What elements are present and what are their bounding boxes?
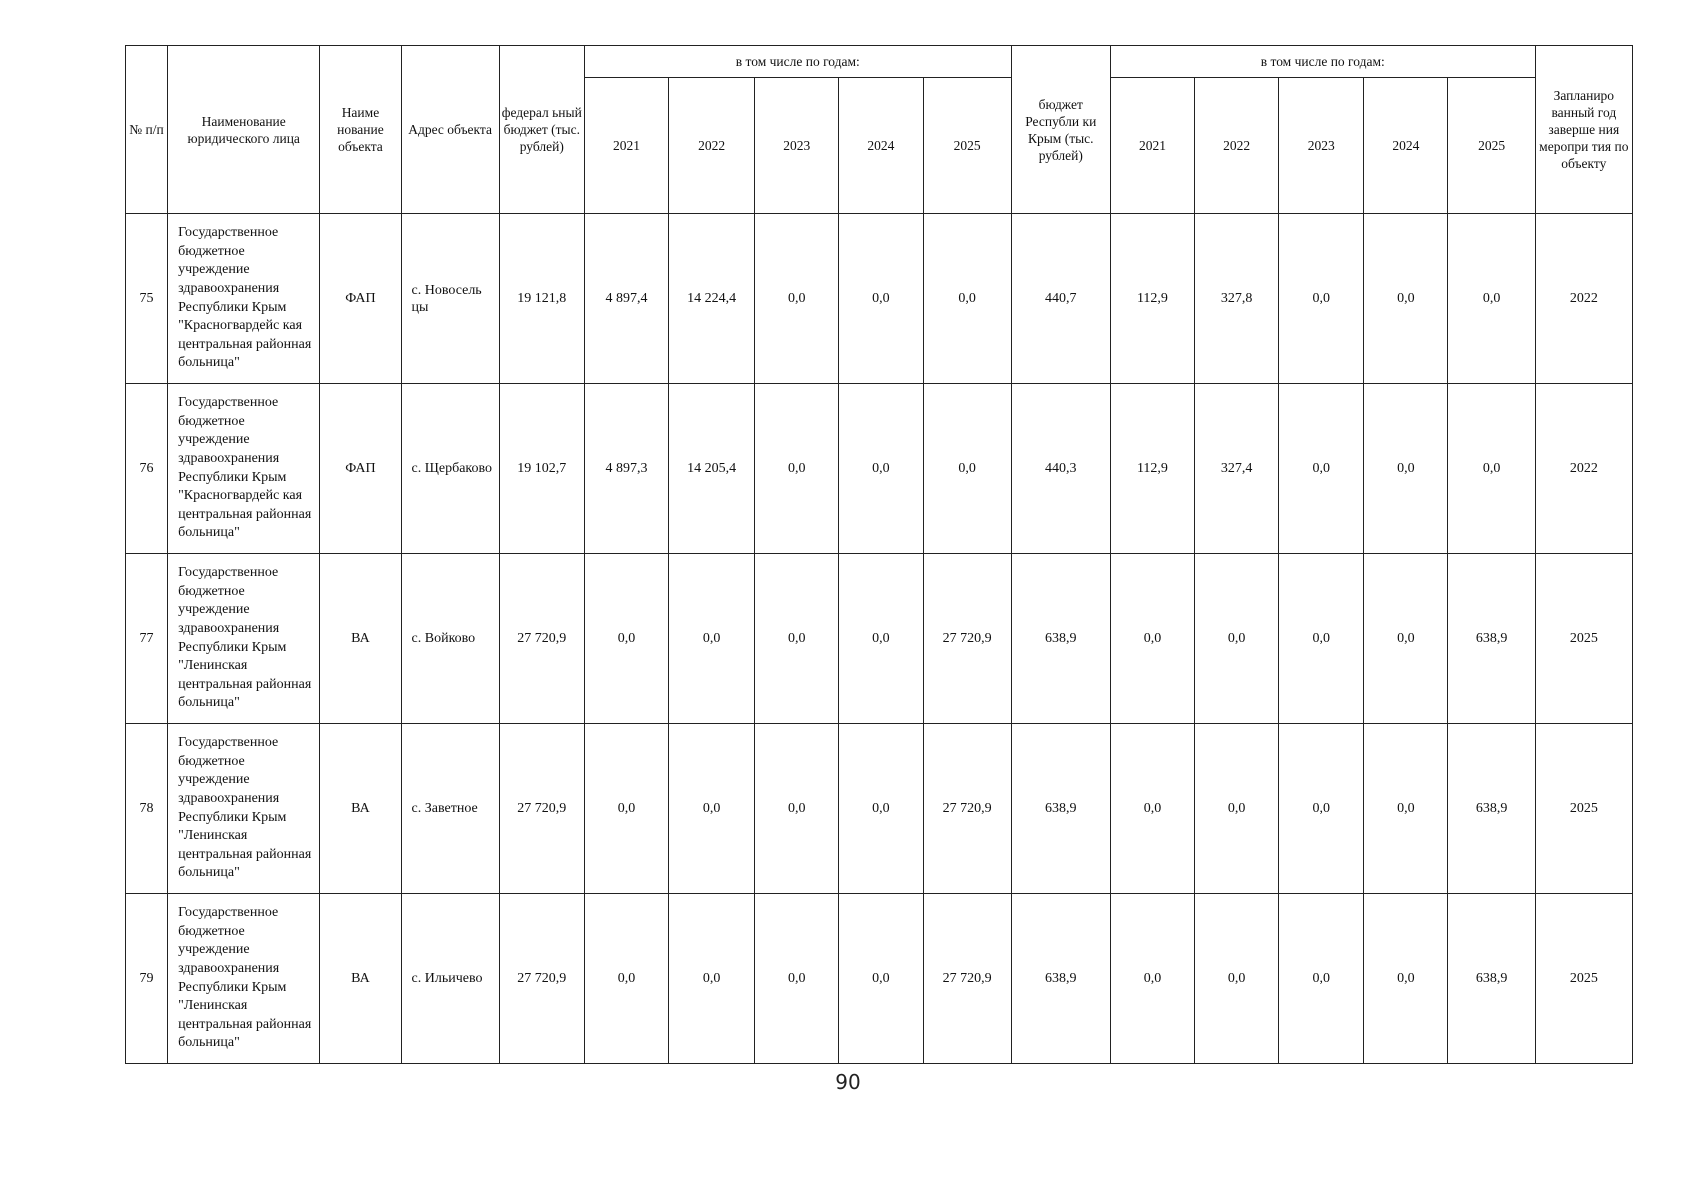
cell-crimea: 440,3 [1011, 384, 1110, 554]
header-year-crimea-2023: 2023 [1279, 78, 1364, 214]
cell-crimea-2024: 0,0 [1364, 384, 1448, 554]
cell-federal-2024: 0,0 [839, 214, 923, 384]
cell-address: с. Ильичево [401, 894, 499, 1064]
header-address: Адрес объекта [401, 46, 499, 214]
cell-crimea-2023: 0,0 [1279, 554, 1364, 724]
header-years-group-federal: в том числе по годам: [584, 46, 1011, 78]
header-federal: федерал ьный бюджет (тыс. рублей) [499, 46, 584, 214]
cell-federal-2023: 0,0 [755, 724, 839, 894]
cell-federal-2021: 0,0 [584, 894, 668, 1064]
cell-num: 77 [126, 554, 168, 724]
header-year-crimea-2022: 2022 [1195, 78, 1279, 214]
cell-object: ФАП [320, 214, 401, 384]
cell-federal-2021: 0,0 [584, 724, 668, 894]
cell-federal-2023: 0,0 [755, 894, 839, 1064]
cell-federal-2023: 0,0 [755, 554, 839, 724]
header-year-crimea-2024: 2024 [1364, 78, 1448, 214]
cell-crimea-2024: 0,0 [1364, 724, 1448, 894]
cell-crimea-2021: 0,0 [1110, 724, 1194, 894]
cell-crimea: 638,9 [1011, 554, 1110, 724]
cell-crimea-2021: 112,9 [1110, 214, 1194, 384]
cell-federal: 19 102,7 [499, 384, 584, 554]
cell-num: 76 [126, 384, 168, 554]
cell-crimea-2021: 0,0 [1110, 894, 1194, 1064]
cell-federal-2022: 0,0 [669, 894, 755, 1064]
cell-org: Государственное бюджетное учреждение здравоохранения Республики Крым "Красногвардейс кая центральная районная больница" [168, 214, 320, 384]
table-row [126, 554, 1633, 724]
cell-federal-2024: 0,0 [839, 384, 923, 554]
cell-federal: 27 720,9 [499, 724, 584, 894]
cell-org: Государственное бюджетное учреждение здравоохранения Республики Крым "Красногвардейс кая центральная районная больница" [168, 384, 320, 554]
cell-federal-2022: 14 205,4 [669, 384, 755, 554]
cell-federal-2023: 0,0 [755, 214, 839, 384]
cell-crimea-2021: 112,9 [1110, 384, 1194, 554]
cell-crimea: 440,7 [1011, 214, 1110, 384]
cell-crimea-2025: 0,0 [1448, 384, 1535, 554]
cell-federal-2022: 0,0 [669, 724, 755, 894]
cell-planned: 2025 [1535, 894, 1632, 1064]
cell-planned: 2022 [1535, 384, 1632, 554]
cell-address: с. Заветное [401, 724, 499, 894]
cell-federal: 27 720,9 [499, 554, 584, 724]
header-num: № п/п [126, 46, 168, 214]
cell-crimea-2022: 327,8 [1195, 214, 1279, 384]
cell-crimea: 638,9 [1011, 724, 1110, 894]
cell-crimea-2025: 0,0 [1448, 214, 1535, 384]
cell-num: 75 [126, 214, 168, 384]
cell-federal-2021: 0,0 [584, 554, 668, 724]
cell-num: 78 [126, 724, 168, 894]
header-year-federal-2025: 2025 [923, 78, 1011, 214]
cell-object: ВА [320, 894, 401, 1064]
cell-crimea-2023: 0,0 [1279, 384, 1364, 554]
header-org: Наименование юридического лица [168, 46, 320, 214]
cell-object: ВА [320, 724, 401, 894]
cell-org: Государственное бюджетное учреждение здравоохранения Республики Крым "Ленинская центральная районная больница" [168, 724, 320, 894]
header-year-federal-2021: 2021 [584, 78, 668, 214]
table-row [126, 384, 1633, 554]
cell-federal-2023: 0,0 [755, 384, 839, 554]
budget-table [125, 45, 1633, 1064]
cell-federal-2021: 4 897,3 [584, 384, 668, 554]
cell-planned: 2022 [1535, 214, 1632, 384]
header-year-federal-2024: 2024 [839, 78, 923, 214]
header-year-federal-2022: 2022 [669, 78, 755, 214]
cell-federal-2022: 0,0 [669, 554, 755, 724]
cell-crimea-2023: 0,0 [1279, 214, 1364, 384]
cell-object: ФАП [320, 384, 401, 554]
cell-org: Государственное бюджетное учреждение здравоохранения Республики Крым "Ленинская центральная районная больница" [168, 894, 320, 1064]
header-row-top [126, 46, 1633, 78]
cell-crimea-2024: 0,0 [1364, 894, 1448, 1064]
cell-crimea-2025: 638,9 [1448, 554, 1535, 724]
cell-object: ВА [320, 554, 401, 724]
cell-crimea-2022: 327,4 [1195, 384, 1279, 554]
header-year-crimea-2025: 2025 [1448, 78, 1535, 214]
cell-federal-2024: 0,0 [839, 724, 923, 894]
cell-crimea-2025: 638,9 [1448, 724, 1535, 894]
header-year-federal-2023: 2023 [755, 78, 839, 214]
cell-crimea: 638,9 [1011, 894, 1110, 1064]
cell-crimea-2024: 0,0 [1364, 554, 1448, 724]
cell-federal-2022: 14 224,4 [669, 214, 755, 384]
cell-crimea-2022: 0,0 [1195, 894, 1279, 1064]
cell-crimea-2025: 638,9 [1448, 894, 1535, 1064]
cell-federal: 19 121,8 [499, 214, 584, 384]
table-row [126, 214, 1633, 384]
cell-org: Государственное бюджетное учреждение здравоохранения Республики Крым "Ленинская центральная районная больница" [168, 554, 320, 724]
cell-address: с. Войково [401, 554, 499, 724]
cell-num: 79 [126, 894, 168, 1064]
cell-federal-2025: 0,0 [923, 214, 1011, 384]
cell-crimea-2022: 0,0 [1195, 724, 1279, 894]
header-years-group-crimea: в том числе по годам: [1110, 46, 1535, 78]
table-row [126, 724, 1633, 894]
cell-federal-2025: 27 720,9 [923, 554, 1011, 724]
budget-table-sheet [125, 45, 1633, 1064]
header-planned: Запланиро ванный год заверше ния меропри тия по объекту [1535, 46, 1632, 214]
cell-address: с. Щербаково [401, 384, 499, 554]
cell-crimea-2023: 0,0 [1279, 724, 1364, 894]
cell-planned: 2025 [1535, 724, 1632, 894]
table-row [126, 894, 1633, 1064]
header-object: Наиме нование объекта [320, 46, 401, 214]
cell-federal-2024: 0,0 [839, 554, 923, 724]
cell-federal-2024: 0,0 [839, 894, 923, 1064]
header-year-crimea-2021: 2021 [1110, 78, 1194, 214]
cell-federal-2021: 4 897,4 [584, 214, 668, 384]
cell-address: с. Новосель цы [401, 214, 499, 384]
cell-crimea-2024: 0,0 [1364, 214, 1448, 384]
cell-crimea-2022: 0,0 [1195, 554, 1279, 724]
cell-planned: 2025 [1535, 554, 1632, 724]
cell-crimea-2021: 0,0 [1110, 554, 1194, 724]
cell-federal-2025: 27 720,9 [923, 724, 1011, 894]
cell-federal-2025: 27 720,9 [923, 894, 1011, 1064]
cell-federal-2025: 0,0 [923, 384, 1011, 554]
header-crimea: бюджет Республи ки Крым (тыс. рублей) [1011, 46, 1110, 214]
cell-crimea-2023: 0,0 [1279, 894, 1364, 1064]
page-number: 90 [835, 1070, 861, 1094]
cell-federal: 27 720,9 [499, 894, 584, 1064]
